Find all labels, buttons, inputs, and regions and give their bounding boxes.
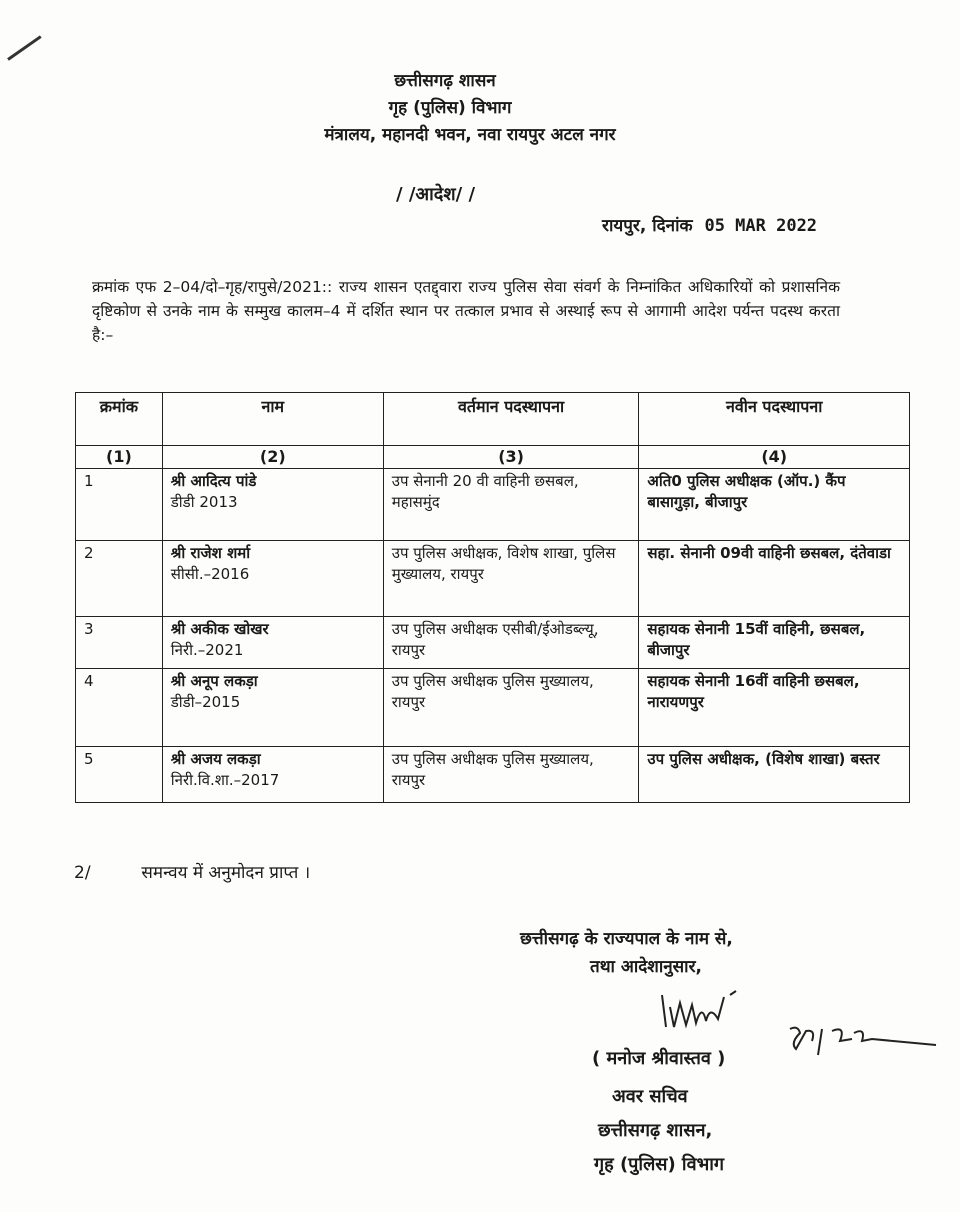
row-officer: [162, 747, 383, 803]
row-sno: 2: [76, 541, 163, 617]
table-row: [76, 617, 910, 669]
row-current-posting: उप सेनानी 20 वी वाहिनी छसबल, महासमुंद: [383, 469, 639, 541]
officer-name: श्री अकीक खोखर: [170, 620, 269, 638]
table-row: [76, 469, 910, 541]
signatory-designation-block: [594, 1080, 725, 1182]
col-number-2: (2): [162, 446, 383, 469]
officer-name: श्री अजय लकड़ा: [170, 750, 261, 768]
row-officer: [162, 469, 383, 541]
signatory-department: गृह (पुलिस) विभाग: [594, 1154, 725, 1175]
officer-batch: निरी.वि.शा.–2017: [170, 771, 280, 789]
signatory-designation: अवर सचिव: [612, 1086, 688, 1107]
officer-batch: निरी.–2021: [170, 641, 244, 659]
table-row: [76, 747, 910, 803]
order-title: / /आदेश/ /: [396, 184, 476, 205]
row-current-posting: उप पुलिस अधीक्षक एसीबी/ईओडब्ल्यू, रायपुर: [383, 617, 639, 669]
table-row: [76, 669, 910, 747]
letterhead-government: छत्तीसगढ़ शासन: [394, 71, 496, 91]
posting-table: [75, 392, 910, 803]
dateline: [602, 213, 817, 236]
pen-stroke-mark: [7, 35, 41, 60]
officer-name: श्री राजेश शर्मा: [170, 544, 251, 562]
row-sno: 5: [76, 747, 163, 803]
row-sno: 1: [76, 469, 163, 541]
authority-line-1: छत्तीसगढ़ के राज्यपाल के नाम से,: [520, 929, 733, 949]
row-officer: [162, 669, 383, 747]
row-current-posting: उप पुलिस अधीक्षक पुलिस मुख्यालय, रायपुर: [383, 669, 639, 747]
header-current-posting: वर्तमान पदस्थापना: [383, 393, 639, 446]
header-new-posting: नवीन पदस्थापना: [639, 393, 910, 446]
col-number-3: (3): [383, 446, 639, 469]
officer-batch: डीडी 2013: [170, 493, 238, 511]
table-row: [76, 541, 910, 617]
paragraph-text: समन्वय में अनुमोदन प्राप्त ।: [141, 863, 311, 883]
officer-name: श्री अनूप लकड़ा: [170, 672, 258, 690]
table-header-row: [76, 393, 910, 446]
authority-statement: [520, 925, 900, 981]
header-name: नाम: [162, 393, 383, 446]
officer-name: श्री आदित्य पांडे: [170, 472, 257, 490]
letterhead-department: गृह (पुलिस) विभाग: [388, 98, 512, 118]
row-new-posting: अति0 पुलिस अधीक्षक (ऑप.) कैंप बासागुड़ा, बीजापुर: [639, 469, 910, 541]
row-sno: 3: [76, 617, 163, 669]
date-stamp: 05 MAR 2022: [704, 216, 818, 236]
row-current-posting: उप पुलिस अधीक्षक, विशेष शाखा, पुलिस मुख्यालय, रायपुर: [383, 541, 639, 617]
row-new-posting: सहायक सेनानी 15वीं वाहिनी, छसबल, बीजापुर: [639, 617, 910, 669]
row-sno: 4: [76, 669, 163, 747]
col-number-4: (4): [639, 446, 910, 469]
letterhead: [0, 68, 960, 149]
letterhead-address: मंत्रालय, महानदी भवन, नवा रायपुर अटल नगर: [324, 125, 616, 145]
officer-batch: सीसी.–2016: [170, 565, 250, 583]
order-intro-paragraph: क्रमांक एफ 2–04/दो–गृह/रापुसे/2021:: राज्य शासन एतद्द्वारा राज्य पुलिस सेवा संवर्ग के निम्नांकित अधिकारियों को प्रशासनिक दृष्टिकोण से उनके नाम के सम्मुख कालम–4 में दर्शित स्थान पर तत्काल प्रभाव से अस्थाई रूप से आगामी आदेश पर्यन्त पदस्थ करता है:–: [92, 278, 840, 344]
authority-line-2: तथा आदेशानुसार,: [590, 957, 702, 977]
signatory-name: ( मनोज श्रीवास्तव ): [592, 1048, 726, 1069]
row-new-posting: सहा. सेनानी 09वी वाहिनी छसबल, दंतेवाडा: [639, 541, 910, 617]
dateline-label: रायपुर, दिनांक: [602, 216, 693, 236]
row-new-posting: सहायक सेनानी 16वीं वाहिनी छसबल, नारायणपुर: [639, 669, 910, 747]
col-number-1: (1): [76, 446, 163, 469]
column-number-row: [76, 446, 910, 469]
row-current-posting: उप पुलिस अधीक्षक पुलिस मुख्यालय, रायपुर: [383, 747, 639, 803]
header-sno: क्रमांक: [76, 393, 163, 446]
paragraph-number: 2/: [74, 863, 91, 883]
row-officer: [162, 541, 383, 617]
officer-batch: डीडी–2015: [170, 693, 241, 711]
row-new-posting: उप पुलिस अधीक्षक, (विशेष शाखा) बस्तर: [639, 747, 910, 803]
paragraph-2: [74, 860, 310, 883]
signatory-government: छत्तीसगढ़ शासन,: [598, 1120, 713, 1141]
row-officer: [162, 617, 383, 669]
